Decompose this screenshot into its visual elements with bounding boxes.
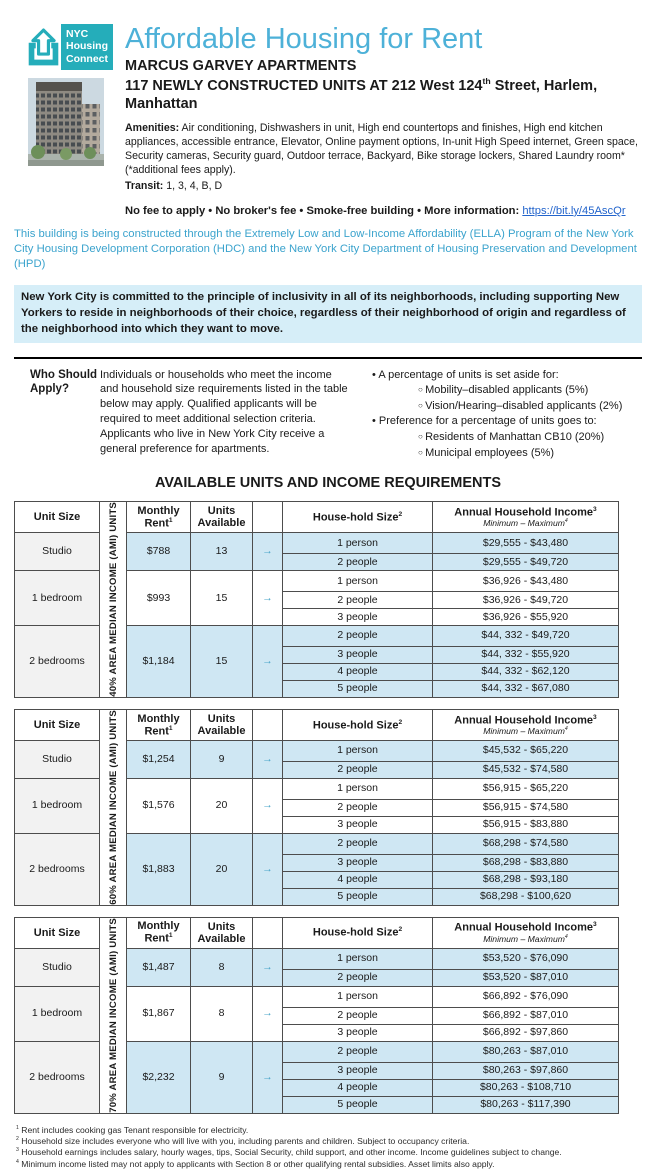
monthly-rent-header: Monthly Rent$^1$: [127, 502, 191, 533]
building-name: MARCUS GARVEY APARTMENTS: [125, 58, 357, 75]
unit-size-cell: 1 bedroom: [15, 778, 100, 833]
footnotes: [14, 1125, 642, 1170]
ami-band-label: 70% AREA MEDIAN INCOME (AMI) UNITS: [100, 917, 127, 1113]
income-range-cell: $56,915 - $65,220: [433, 778, 619, 799]
income-range-cell: $68,298 - $83,880: [433, 854, 619, 871]
household-size-cell: 3 people: [283, 1024, 433, 1041]
household-size-cell: 3 people: [283, 609, 433, 626]
household-size-cell: 2 people: [283, 799, 433, 816]
arrow-icon: →: [253, 571, 283, 626]
income-header: Annual Household Income$^3$ Minimum – Maximum$^4$: [433, 917, 619, 948]
unit-size-cell: 2 bedrooms: [15, 1041, 100, 1113]
logo-line: Connect: [66, 52, 108, 65]
header: [14, 24, 642, 217]
tables-title: AVAILABLE UNITS AND INCOME REQUIREMENTS: [154, 475, 502, 492]
units-available-cell: 8: [191, 986, 253, 1041]
monthly-rent-cell: $993: [127, 571, 191, 626]
household-size-cell: 1 person: [283, 948, 433, 969]
unit-size-header: Unit Size: [15, 709, 100, 740]
income-range-cell: $53,520 - $76,090: [433, 948, 619, 969]
income-range-cell: $45,532 - $65,220: [433, 740, 619, 761]
income-range-cell: $80,263 - $97,860: [433, 1062, 619, 1079]
sub-bullet-item: ○ Municipal employees (5%): [372, 446, 642, 462]
household-size-header: House-hold Size$^2$: [283, 502, 433, 533]
arrow-icon: →: [253, 1041, 283, 1113]
household-size-cell: 2 people: [283, 969, 433, 986]
income-range-cell: $44, 332 - $55,920: [433, 646, 619, 663]
who-should-apply-heading: Who Should Apply?: [30, 368, 98, 395]
household-size-cell: 2 people: [283, 761, 433, 778]
unit-size-header: Unit Size: [15, 502, 100, 533]
monthly-rent-cell: $1,184: [127, 626, 191, 698]
income-range-cell: $68,298 - $93,180: [433, 871, 619, 888]
fee-line: No fee to apply • No broker's fee • Smoke-free building • More information: https://bit.ly/45AscQr: [125, 204, 626, 217]
household-size-cell: 3 people: [283, 1062, 433, 1079]
unit-size-cell: Studio: [15, 948, 100, 986]
header-right-column: [113, 24, 642, 217]
units-available-cell: 20: [191, 833, 253, 905]
unit-size-cell: 2 bedrooms: [15, 833, 100, 905]
unit-size-cell: Studio: [15, 533, 100, 571]
income-requirements-table: [14, 917, 619, 1114]
inclusivity-note: New York City is committed to the principle of inclusivity in all of its neighborhoods, including supporting New Yorkers to reside in neighborhoods of their choice, regardless of their neighborhood of origin and regardless of the neighborhood into which they want to move.: [14, 285, 642, 343]
arrow-icon: →: [253, 778, 283, 833]
income-range-cell: $66,892 - $97,860: [433, 1024, 619, 1041]
monthly-rent-header: Monthly Rent$^1$: [127, 709, 191, 740]
household-size-cell: 4 people: [283, 1079, 433, 1096]
page-title: Affordable Housing for Rent: [125, 23, 483, 55]
income-range-cell: $45,532 - $74,580: [433, 761, 619, 778]
housing-connect-arrow-icon: [28, 24, 59, 70]
household-size-cell: 2 people: [283, 592, 433, 609]
arrow-icon: →: [253, 533, 283, 571]
sub-bullet-item: ○ Mobility–disabled applicants (5%): [372, 383, 642, 399]
ami-band-label: 40% AREA MEDIAN INCOME (AMI) UNITS: [100, 502, 127, 698]
footnote: $^1$ Rent includes cooking gas Tenant responsible for electricity.: [16, 1124, 249, 1135]
arrow-icon: →: [253, 626, 283, 698]
monthly-rent-cell: $1,487: [127, 948, 191, 986]
monthly-rent-cell: $1,867: [127, 986, 191, 1041]
household-size-cell: 1 person: [283, 986, 433, 1007]
income-range-cell: $44, 332 - $62,120: [433, 663, 619, 680]
arrow-column-header: [253, 917, 283, 948]
units-available-header: Units Available: [191, 917, 253, 948]
household-size-cell: 2 people: [283, 1041, 433, 1062]
units-available-cell: 20: [191, 778, 253, 833]
header-left-column: [14, 24, 113, 217]
arrow-column-header: [253, 502, 283, 533]
unit-size-cell: 1 bedroom: [15, 571, 100, 626]
household-size-cell: 5 people: [283, 680, 433, 697]
income-range-cell: $56,915 - $74,580: [433, 799, 619, 816]
section-divider: [14, 357, 642, 359]
household-size-cell: 4 people: [283, 871, 433, 888]
monthly-rent-cell: $1,254: [127, 740, 191, 778]
income-range-cell: $66,892 - $87,010: [433, 1007, 619, 1024]
income-range-cell: $36,926 - $43,480: [433, 571, 619, 592]
more-information-link[interactable]: https://bit.ly/45AscQr: [522, 204, 626, 217]
transit-text: Transit: 1, 3, 4, B, D: [125, 179, 223, 192]
income-range-cell: $80,263 - $117,390: [433, 1096, 619, 1113]
household-size-header: House-hold Size$^2$: [283, 917, 433, 948]
household-size-cell: 2 people: [283, 1007, 433, 1024]
household-size-cell: 4 people: [283, 663, 433, 680]
sub-bullet-item: ○ Residents of Manhattan CB10 (20%): [372, 430, 642, 446]
nyc-housing-connect-logo: [28, 24, 113, 70]
unit-size-cell: Studio: [15, 740, 100, 778]
household-size-cell: 3 people: [283, 816, 433, 833]
table-header-row: [15, 917, 619, 948]
income-header: Annual Household Income$^3$ Minimum – Maximum$^4$: [433, 502, 619, 533]
income-range-cell: $29,555 - $49,720: [433, 554, 619, 571]
income-range-cell: $68,298 - $100,620: [433, 888, 619, 905]
units-available-header: Units Available: [191, 502, 253, 533]
arrow-icon: →: [253, 833, 283, 905]
household-size-cell: 3 people: [283, 854, 433, 871]
building-subtitle: 117 NEWLY CONSTRUCTED UNITS AT 212 West 124th Street, Harlem, Manhattan: [125, 75, 598, 112]
monthly-rent-cell: $2,232: [127, 1041, 191, 1113]
unit-size-header: Unit Size: [15, 917, 100, 948]
monthly-rent-cell: $1,576: [127, 778, 191, 833]
income-requirements-table: [14, 709, 619, 906]
income-header: Annual Household Income$^3$ Minimum – Maximum$^4$: [433, 709, 619, 740]
income-range-cell: $53,520 - $87,010: [433, 969, 619, 986]
logo-line: NYC: [66, 28, 89, 40]
building-photo: [28, 78, 104, 166]
income-range-cell: $36,926 - $49,720: [433, 592, 619, 609]
household-size-header: House-hold Size$^2$: [283, 709, 433, 740]
income-requirements-table: [14, 501, 619, 698]
monthly-rent-cell: $788: [127, 533, 191, 571]
sub-bullet-item: ○ Vision/Hearing–disabled applicants (2%): [372, 399, 642, 415]
income-range-cell: $68,298 - $74,580: [433, 833, 619, 854]
who-should-apply-body: Individuals or households who meet the income and household size requirements listed in the table below may apply. Qualified applicants will be required to meet additional selection criteria. Applicants who live in New York City receive a general preference for apartments.: [100, 368, 348, 456]
who-should-apply-bullets: [350, 368, 642, 462]
who-should-apply-section: [14, 368, 642, 462]
footnote: $^4$ Minimum income listed may not apply to applicants with Section 8 or other qualifying rental subsidies. Asset limits also apply.: [16, 1158, 495, 1169]
household-size-cell: 3 people: [283, 646, 433, 663]
household-size-cell: 1 person: [283, 778, 433, 799]
income-range-cell: $66,892 - $76,090: [433, 986, 619, 1007]
household-size-cell: 2 people: [283, 626, 433, 647]
bullet-item: • Preference for a percentage of units goes to:: [372, 414, 642, 430]
income-range-cell: $29,555 - $43,480: [433, 533, 619, 554]
tables-container: [14, 501, 642, 1113]
income-range-cell: $80,263 - $87,010: [433, 1041, 619, 1062]
units-available-cell: 8: [191, 948, 253, 986]
arrow-icon: →: [253, 986, 283, 1041]
program-note: This building is being constructed through the Extremely Low and Low-Income Affordability (ELLA) Program of the New York City Housing Development Corporation (HDC) and the New York City Department of Housing Preservation and Development (HPD): [14, 227, 637, 271]
arrow-icon: →: [253, 740, 283, 778]
units-available-cell: 15: [191, 571, 253, 626]
unit-size-cell: 1 bedroom: [15, 986, 100, 1041]
units-available-cell: 15: [191, 626, 253, 698]
bullet-item: • A percentage of units is set aside for:: [372, 368, 642, 384]
household-size-cell: 5 people: [283, 888, 433, 905]
units-available-cell: 9: [191, 1041, 253, 1113]
income-range-cell: $44, 332 - $49,720: [433, 626, 619, 647]
household-size-cell: 5 people: [283, 1096, 433, 1113]
household-size-cell: 1 person: [283, 533, 433, 554]
income-range-cell: $80,263 - $108,710: [433, 1079, 619, 1096]
ami-band-label: 60% AREA MEDIAN INCOME (AMI) UNITS: [100, 709, 127, 905]
income-range-cell: $44, 332 - $67,080: [433, 680, 619, 697]
units-available-cell: 9: [191, 740, 253, 778]
amenities-text: Amenities: Air conditioning, Dishwashers in unit, High end countertops and finishes, High end kitchen appliances, accessible entrance, Elevator, Online payment options, In-unit High Speed internet, Green space, Security cameras, Security guard, Outdoor terrace, Backyard, Bike storage lockers, Shared Laundry room* (*additional fees apply).: [125, 121, 638, 177]
household-size-cell: 1 person: [283, 571, 433, 592]
units-available-header: Units Available: [191, 709, 253, 740]
logo-wordmark: [61, 24, 113, 70]
arrow-icon: →: [253, 948, 283, 986]
income-range-cell: $56,915 - $83,880: [433, 816, 619, 833]
arrow-column-header: [253, 709, 283, 740]
footnote: $^2$ Household size includes everyone who will live with you, including parents and children. Subject to occupancy criteria.: [16, 1135, 470, 1146]
units-available-cell: 13: [191, 533, 253, 571]
unit-size-cell: 2 bedrooms: [15, 626, 100, 698]
household-size-cell: 2 people: [283, 833, 433, 854]
income-range-cell: $36,926 - $55,920: [433, 609, 619, 626]
logo-line: Housing: [66, 40, 108, 53]
household-size-cell: 1 person: [283, 740, 433, 761]
monthly-rent-header: Monthly Rent$^1$: [127, 917, 191, 948]
monthly-rent-cell: $1,883: [127, 833, 191, 905]
table-header-row: [15, 502, 619, 533]
footnote: $^3$ Household earnings includes salary, hourly wages, tips, Social Security, child support, and other income. Income guidelines subject to change.: [16, 1147, 562, 1158]
household-size-cell: 2 people: [283, 554, 433, 571]
table-header-row: [15, 709, 619, 740]
